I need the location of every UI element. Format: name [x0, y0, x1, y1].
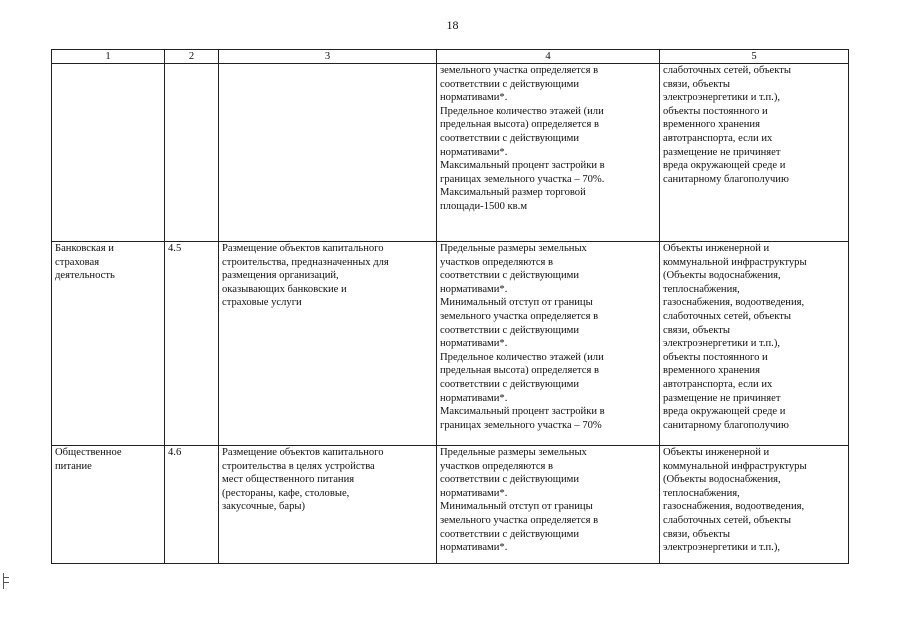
cell-text-line: участков определяются в — [440, 256, 554, 268]
cell-text-line: Минимальный отступ от границы — [440, 297, 593, 309]
activity-code-cell — [165, 446, 219, 564]
activity-description-cell — [219, 64, 437, 242]
cell-text-line: автотранспорта, если их — [663, 132, 773, 144]
cell-text-line: нормативами*. — [440, 487, 508, 499]
activity-description-cell — [219, 242, 437, 446]
cell-text-line: газоснабжения, водоотведения, — [663, 501, 805, 513]
header-col-2: 2 — [165, 50, 219, 64]
cell-text-line: соответствии с действующими — [440, 132, 580, 144]
cell-text-line: электроэнергетики и т.п.), — [663, 338, 781, 350]
header-col-3: 3 — [219, 50, 437, 64]
parameters-cell — [437, 242, 660, 446]
cell-text-line: 4.5 — [168, 243, 182, 254]
cell-text-line: связи, объекты — [663, 528, 730, 540]
activity-name-cell — [52, 64, 165, 242]
cell-text-line: электроэнергетики и т.п.), — [663, 542, 781, 554]
cell-text-line: Предельное количество этажей (или — [440, 105, 604, 117]
table-row — [52, 446, 849, 564]
cell-text-line: соответствии с действующими — [440, 270, 580, 282]
cell-text-line: земельного участка определяется в — [440, 514, 599, 526]
cell-text-line: нормативами*. — [440, 92, 508, 104]
cell-text-line: границах земельного участка – 70% — [440, 419, 602, 431]
cell-text-line: земельного участка определяется в — [440, 65, 599, 76]
cell-text-line: Максимальный процент застройки в — [440, 160, 605, 172]
auxiliary-uses-cell — [660, 446, 849, 564]
cell-text-line: предельная высота) определяется в — [440, 365, 600, 377]
cell-text-line: границах земельного участка – 70%. — [440, 173, 605, 185]
cell-text-line: автотранспорта, если их — [663, 378, 773, 390]
activity-code-cell — [165, 64, 219, 242]
page-number: 18 — [446, 18, 459, 32]
cell-text-line: газоснабжения, водоотведения, — [663, 297, 805, 309]
cell-text-line: Предельные размеры земельных — [440, 243, 587, 254]
cell-text-line: соответствии с действующими — [440, 378, 580, 390]
cell-text-line: электроэнергетики и т.п.), — [663, 92, 781, 104]
parameters-cell — [437, 64, 660, 242]
cell-text-line: санитарному благополучию — [663, 419, 789, 431]
cell-text-line: Размещение объектов капитального — [222, 243, 384, 254]
cell-text-line: слаботочных сетей, объекты — [663, 65, 791, 76]
cell-text-line: коммунальной инфраструктуры — [663, 256, 807, 268]
cell-text-line: размещение не причиняет — [663, 146, 781, 158]
cell-text-line: слаботочных сетей, объекты — [663, 514, 791, 526]
cell-text-line: деятельность — [55, 270, 115, 282]
activity-description-cell — [219, 446, 437, 564]
cell-text-line: строительства в целях устройства — [222, 460, 375, 472]
cell-text-line: связи, объекты — [663, 324, 730, 336]
cell-text-line: оказывающих банковские и — [222, 283, 347, 295]
cell-text-line: Размещение объектов капитального — [222, 447, 384, 458]
cell-text-line: временного хранения — [663, 365, 760, 377]
cell-text-line: теплоснабжения, — [663, 487, 740, 499]
cell-text-line: Банковская и — [55, 243, 114, 254]
cell-text-line: вреда окружающей среде и — [663, 160, 786, 172]
header-col-1: 1 — [52, 50, 165, 64]
cell-text-line: нормативами*. — [440, 542, 508, 554]
cell-text-line: объекты постоянного и — [663, 105, 768, 117]
cell-text-line: нормативами*. — [440, 392, 508, 404]
cell-text-line: (Объекты водоснабжения, — [663, 474, 781, 486]
cell-text-line: Объекты инженерной и — [663, 447, 770, 458]
cell-text-line: теплоснабжения, — [663, 283, 740, 295]
parameters-cell — [437, 446, 660, 564]
cell-text-line: страховые услуги — [222, 297, 302, 309]
cell-text-line: (рестораны, кафе, столовые, — [222, 487, 350, 499]
cell-text-line: Предельное количество этажей (или — [440, 351, 604, 363]
cell-text-line: нормативами*. — [440, 146, 508, 158]
cell-text-line: Предельные размеры земельных — [440, 447, 587, 458]
cell-text-line: Объекты инженерной и — [663, 243, 770, 254]
header-col-5: 5 — [660, 50, 849, 64]
cell-text-line: страховая — [55, 256, 100, 268]
cell-text-line: соответствии с действующими — [440, 78, 580, 90]
table-row — [52, 64, 849, 242]
cell-text-line: вреда окружающей среде и — [663, 406, 786, 418]
zoning-table — [51, 49, 849, 564]
cell-text-line: предельная высота) определяется в — [440, 119, 600, 131]
cell-text-line: строительства, предназначенных для — [222, 256, 389, 268]
cell-text-line: Общественное — [55, 447, 122, 458]
header-col-4: 4 — [437, 50, 660, 64]
cell-text-line: санитарному благополучию — [663, 173, 789, 185]
cell-text-line: 4.6 — [168, 447, 182, 458]
cell-text-line: слаботочных сетей, объекты — [663, 310, 791, 322]
cell-text-line: площади-1500 кв.м — [440, 200, 528, 212]
cell-text-line: соответствии с действующими — [440, 474, 580, 486]
cell-text-line: Максимальный процент застройки в — [440, 406, 605, 418]
activity-name-cell — [52, 446, 165, 564]
cell-text-line: Максимальный размер торговой — [440, 187, 586, 199]
cell-text-line: земельного участка определяется в — [440, 310, 599, 322]
cell-text-line: нормативами*. — [440, 283, 508, 295]
cell-text-line: коммунальной инфраструктуры — [663, 460, 807, 472]
binding-margin-mark — [3, 573, 10, 589]
auxiliary-uses-cell — [660, 64, 849, 242]
cell-text-line: соответствии с действующими — [440, 324, 580, 336]
cell-text-line: связи, объекты — [663, 78, 730, 90]
activity-code-cell — [165, 242, 219, 446]
header-row — [52, 50, 849, 64]
cell-text-line: Минимальный отступ от границы — [440, 501, 593, 513]
cell-text-line: мест общественного питания — [222, 474, 355, 486]
auxiliary-uses-cell — [660, 242, 849, 446]
cell-text-line: соответствии с действующими — [440, 528, 580, 540]
activity-name-cell — [52, 242, 165, 446]
cell-text-line: (Объекты водоснабжения, — [663, 270, 781, 282]
cell-text-line: объекты постоянного и — [663, 351, 768, 363]
cell-text-line: временного хранения — [663, 119, 760, 131]
cell-text-line: размещение не причиняет — [663, 392, 781, 404]
cell-text-line: питание — [55, 460, 92, 472]
cell-text-line: нормативами*. — [440, 338, 508, 350]
cell-text-line: размещения организаций, — [222, 270, 339, 282]
cell-text-line: участков определяются в — [440, 460, 554, 472]
cell-text-line: закусочные, бары) — [222, 501, 306, 513]
table-row — [52, 242, 849, 446]
